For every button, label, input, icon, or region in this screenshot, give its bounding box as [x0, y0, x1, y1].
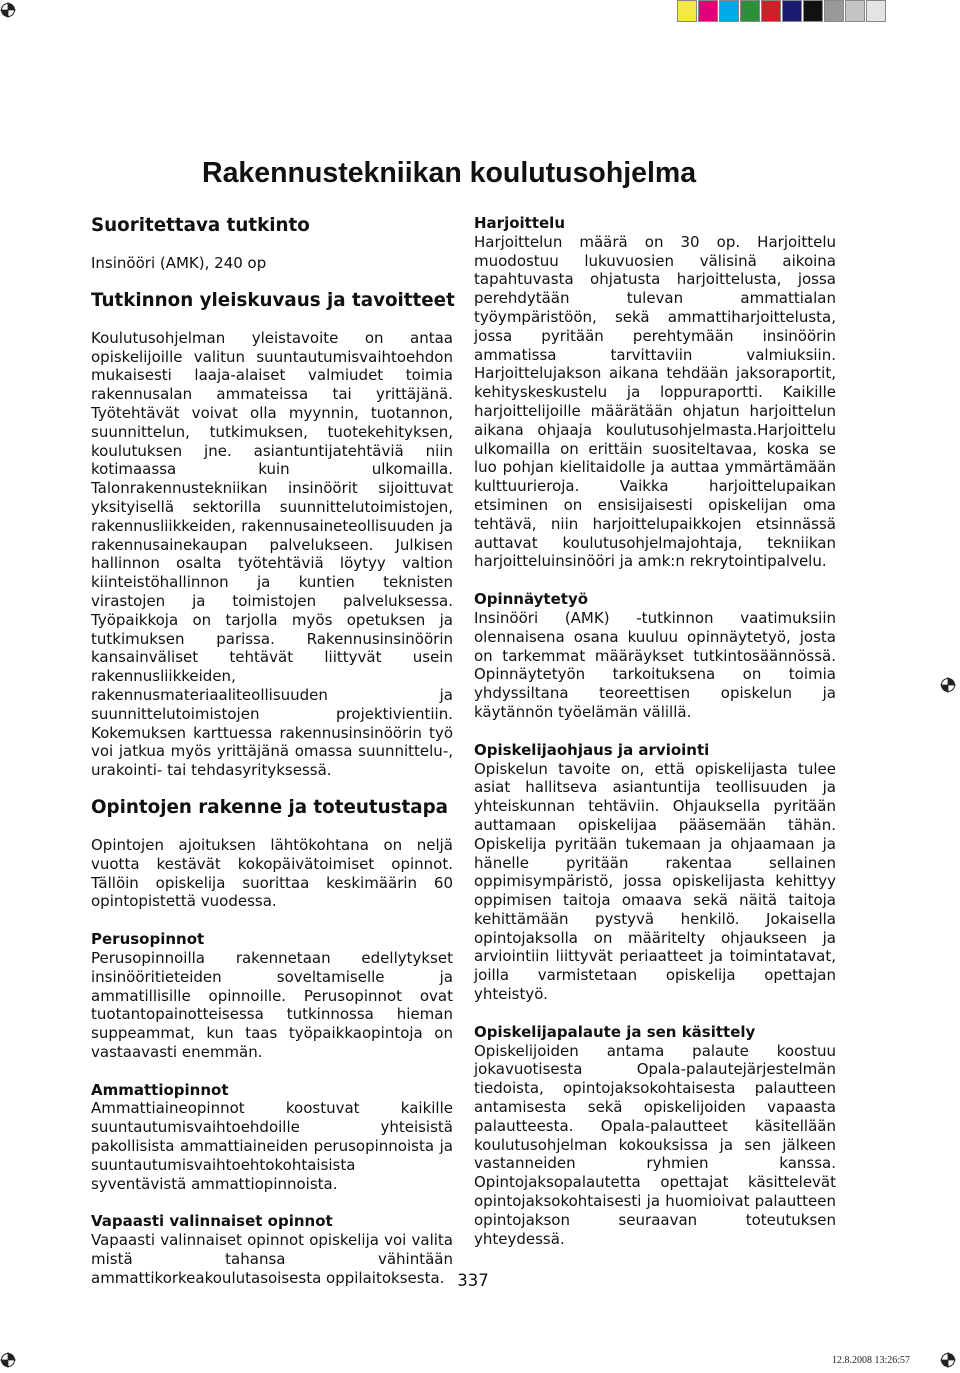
- registration-mark-icon: [940, 1352, 956, 1368]
- color-swatch-cyan: [719, 0, 739, 22]
- heading-training: Harjoittelu: [474, 214, 565, 232]
- color-swatch-grey-mid: [845, 0, 865, 22]
- heading-structure: Opintojen rakenne ja toteutustapa: [91, 796, 449, 818]
- color-swatch-grey-dark: [824, 0, 844, 22]
- registration-mark-icon: [940, 677, 956, 693]
- print-timestamp: 12.8.2008 13:26:57: [831, 1355, 910, 1366]
- heading-basic-studies: Perusopinnot: [91, 930, 205, 949]
- heading-professional-studies: Ammattiopinnot: [91, 1080, 229, 1099]
- registration-mark-icon: [0, 1352, 16, 1368]
- color-calibration-bar: [677, 0, 887, 22]
- elective-studies-text: Vapaasti valinnaiset opinnot opiskelija voi valita mistä tahansa vähintään ammattikorkeakoulutasoisesta oppilaitoksesta.: [91, 1231, 453, 1287]
- thesis-text: Insinööri (AMK) -tutkinnon vaatimuksiin olennaisena osana kuuluu opinnäytetyö, josta on tarkemmat määräykset tutkintosäännössä. Opinnäytetyön tarkoituksena on toimia yhdyssiltana teoreettisen opiskelun ja käytännön työelämän välillä.: [474, 608, 836, 721]
- color-swatch-black: [803, 0, 823, 22]
- heading-thesis: Opinnäytetyö: [474, 590, 589, 609]
- structure-text: Opintojen ajoituksen lähtökohtana on neljä vuotta kestävät kokopäivätoimiset opinnot. Tällöin opiskelija suorittaa keskimäärin 60 opintopistettä vuodessa.: [91, 835, 453, 911]
- heading-feedback: Opiskelijapalaute ja sen käsittely: [474, 1022, 756, 1041]
- heading-elective-studies: Vapaasti valinnaiset opinnot: [91, 1212, 333, 1231]
- professional-studies-text: Ammattiaineopinnot koostuvat kaikille suuntautumisvaihtoehdoille yhteisistä pakollisista ammattiaineiden perusopinnoista ja suuntautumisvaihtoehtokohtaisista syventävistä ammattiopinnoista.: [91, 1099, 453, 1193]
- heading-degree: Suoritettava tutkinto: [91, 215, 310, 236]
- color-swatch-green: [740, 0, 760, 22]
- color-swatch-grey-light: [866, 0, 886, 22]
- registration-mark-icon: [0, 2, 16, 18]
- page-number: 337: [457, 1271, 489, 1290]
- heading-guidance: Opiskelijaohjaus ja arviointi: [474, 740, 710, 759]
- color-swatch-yellow: [677, 0, 697, 22]
- guidance-text: Opiskelun tavoite on, että opiskelijasta tulee asiat hallitseva asiantuntija teollisuuden ja yhteiskunnan tehtäviin. Ohjauksella pyritään auttamaan opiskelijaa pääsemään tähän. Opiskelija pyritään tukemaan ja ohjaamaan ja hänelle pyritään rakentaa sellainen oppimisympäristö, jossa opiskelijasta kehittyy oppimisen taitoja omaava sekä näitä taitoja kehittämään pystyvä henkilö. Jokaisella opintojaksolla on määritelty ohjaukseen ja arviointiin liittyvät periaatteet ja toimintatavat, joilla varmistetaan opiskelija opettajan yhteistyö.: [474, 759, 836, 1004]
- degree-text: Insinööri (AMK), 240 op: [91, 254, 267, 272]
- training-text: Harjoittelun määrä on 30 op. Harjoittelu muodostuu lukuvuosien välisinä aikoina tapahtuvasta ohjatusta harjoittelusta, jossa perehdytään tulevan ammattialan työympäristöön, sekä ammattiharjoittelusta, jossa pyritään perehtymään insinöörin ammatissa tarvittaviin valmiuksiin. Harjoittelujakson aikana tehdään jaksoraportit, kehityskeskustelu ja loppuraportti. Kaikille harjoittelijoille määrätään ohjatun harjoittelun aikana ohjaaja koulutusohjelmasta.Harjoittelu ulkomailla on erittäin suositeltavaa, koska se luo pohjan kielitaidolle ja auttaa ymmärtämään kulttuurieroja. Vaikka harjoittelupaikan etsiminen on ensisijaisesti opiskelijan oma tehtävä, niin harjoittelupaikkojen etsinnässä auttavat koulutusohjelmajohtaja, tekniikan harjoitteluinsinööri ja amk:n rekrytointipalvelu.: [474, 232, 836, 571]
- overview-text: Koulutusohjelman yleistavoite on antaa opiskelijoille valitun suuntautumisvaihtoehdon mukaisesti laaja-alaiset valmiudet toimia rakennusalan ammateissa tai yrittäjänä. Työtehtävät voivat olla myynnin, tuotannon, suunnittelun, tutkimuksen, tuotekehityksen, koulutuksen jne. asiantuntijatehtäviä niin kotimaassa kuin ulkomailla. Talonrakennustekniikan insinöörit sijoittuvat yksityisellä sektorilla suunnittelutoimistojen, rakennusliikkeiden, rakennusaineteollisuuden ja rakennusainekaupan palvelukseen. Julkisen hallinnon osalta työtehtäviä löytyy valtion kiinteistöhallinnon ja kuntien teknisten virastojen ja toimistojen palveluksessa. Työpaikkoja on tarjolla myös opetuksen ja tutkimuksen parissa. Rakennusinsinöörin kansainväliset tehtävät liittyvät usein rakennusliikkeiden, rakennusmateriaaliteollisuuden ja suunnittelutoimistojen projektivientiin. Kokemuksen karttuessa rakennusinsinöörin työ voi jatkua myös yrittäjänä omassa suunnittelu-, urakointi- tai tehdasyrityksessä.: [91, 328, 453, 780]
- heading-overview: Tutkinnon yleiskuvaus ja tavoitteet: [91, 289, 455, 311]
- feedback-text: Opiskelijoiden antama palaute koostuu jokavuotisesta Opala-palautejärjestelmän tiedoista, opintojaksokohtaisesta palautteen antamisesta sekä opiskelijoiden vapaasta palautteesta. Opala-palautteet käsitellään koulutusohjelman kokouksissa ja sen jälkeen vastanneiden ryhmien kanssa. Opintojaksopalautetta opettajat käsittelevät opintojaksokohtaisesti ja huomioivat palautteen opintojakson seuraavan toteutuksen yhteydessä.: [474, 1041, 836, 1248]
- right-column: [474, 214, 836, 1248]
- basic-studies-text: Perusopinnoilla rakennetaan edellytykset insinööritieteiden soveltamiselle ja ammatillisille opinnoille. Perusopinnot ovat tuotantopainotteisessa tutkinnossa hieman suppeammat, kun taas työpaikkaopintoja on vastaavasti enemmän.: [91, 948, 453, 1061]
- color-swatch-magenta: [698, 0, 718, 22]
- left-column: [91, 214, 453, 1288]
- color-swatch-red: [761, 0, 781, 22]
- page-title: Rakennustekniikan koulutusohjelma: [202, 157, 697, 189]
- color-swatch-navy: [782, 0, 802, 22]
